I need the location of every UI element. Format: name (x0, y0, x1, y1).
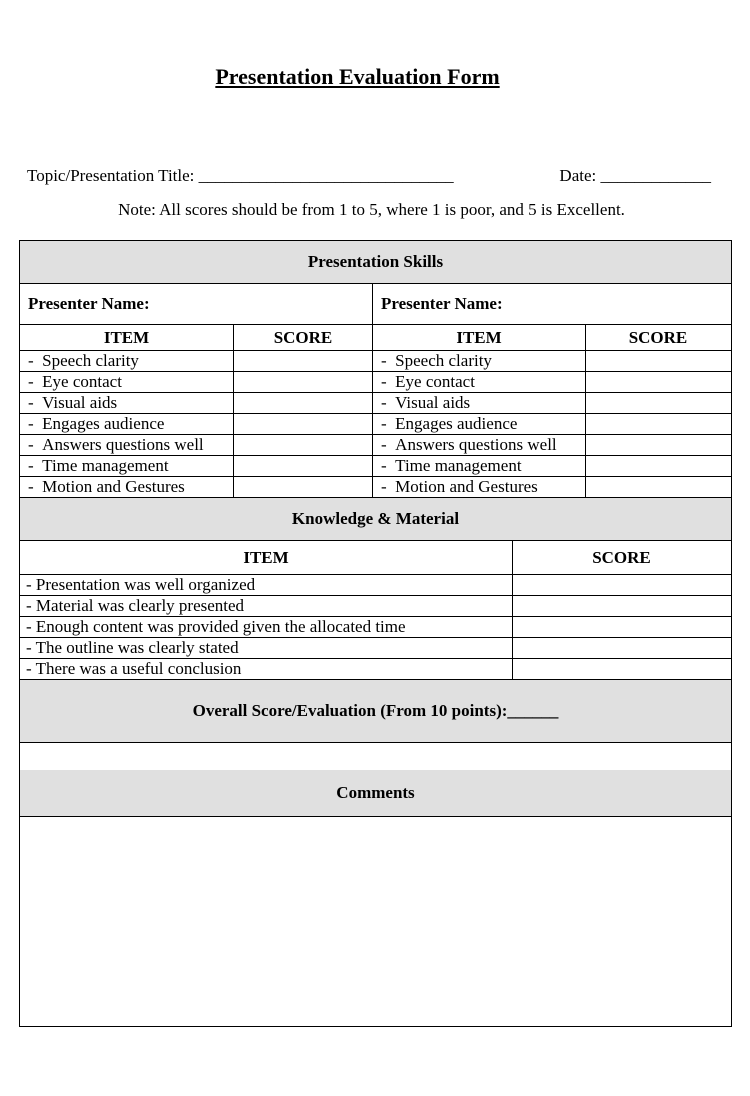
knowledge-score-header: SCORE (592, 548, 651, 567)
skill-item-left: - Time management (28, 456, 169, 475)
presenter-name-label-right: Presenter Name: (381, 294, 503, 313)
overall-score-heading[interactable]: Overall Score/Evaluation (From 10 points):______ (20, 679, 731, 743)
skill-item-right: - Answers questions well (381, 435, 557, 454)
skill-item-right: - Motion and Gestures (381, 477, 538, 496)
scoring-note: Note: All scores should be from 1 to 5, where 1 is poor, and 5 is Excellent. (118, 200, 625, 219)
topic-title-field[interactable]: Topic/Presentation Title: ______________________________ (27, 166, 454, 185)
skill-item-left: - Answers questions well (28, 435, 204, 454)
comments-heading: Comments (20, 770, 731, 817)
skill-item-left: - Engages audience (28, 414, 165, 433)
page-title: Presentation Evaluation Form (215, 64, 500, 89)
topic-date-row (27, 166, 711, 188)
skill-item-right: - Speech clarity (381, 351, 492, 370)
skills-item-header-right: ITEM (456, 328, 502, 347)
knowledge-item: - There was a useful conclusion (26, 659, 242, 678)
skill-item-left: - Motion and Gestures (28, 477, 185, 496)
skill-item-left: - Eye contact (28, 372, 122, 391)
skills-score-header-right: SCORE (628, 328, 688, 347)
skill-item-left: - Speech clarity (28, 351, 139, 370)
skill-item-right: - Eye contact (381, 372, 475, 391)
presenter-name-label-left: Presenter Name: (28, 294, 150, 313)
comments-area[interactable] (20, 817, 731, 1026)
knowledge-item: - Enough content was provided given the allocated time (26, 617, 406, 636)
skills-item-header-left: ITEM (103, 328, 150, 347)
knowledge-item: - The outline was clearly stated (26, 638, 239, 657)
knowledge-item-header: ITEM (243, 548, 289, 567)
skills-score-header-left: SCORE (273, 328, 333, 347)
date-field[interactable]: Date: _____________ (559, 166, 711, 185)
skill-item-right: - Visual aids (381, 393, 471, 412)
skill-item-right: - Time management (381, 456, 522, 475)
skill-item-right: - Engages audience (381, 414, 518, 433)
skill-item-left: - Visual aids (28, 393, 118, 412)
knowledge-material-heading: Knowledge & Material (20, 497, 731, 541)
evaluation-form (19, 240, 732, 1027)
knowledge-item: - Material was clearly presented (26, 596, 245, 615)
presentation-skills-heading: Presentation Skills (20, 241, 731, 284)
knowledge-item: - Presentation was well organized (26, 575, 256, 594)
